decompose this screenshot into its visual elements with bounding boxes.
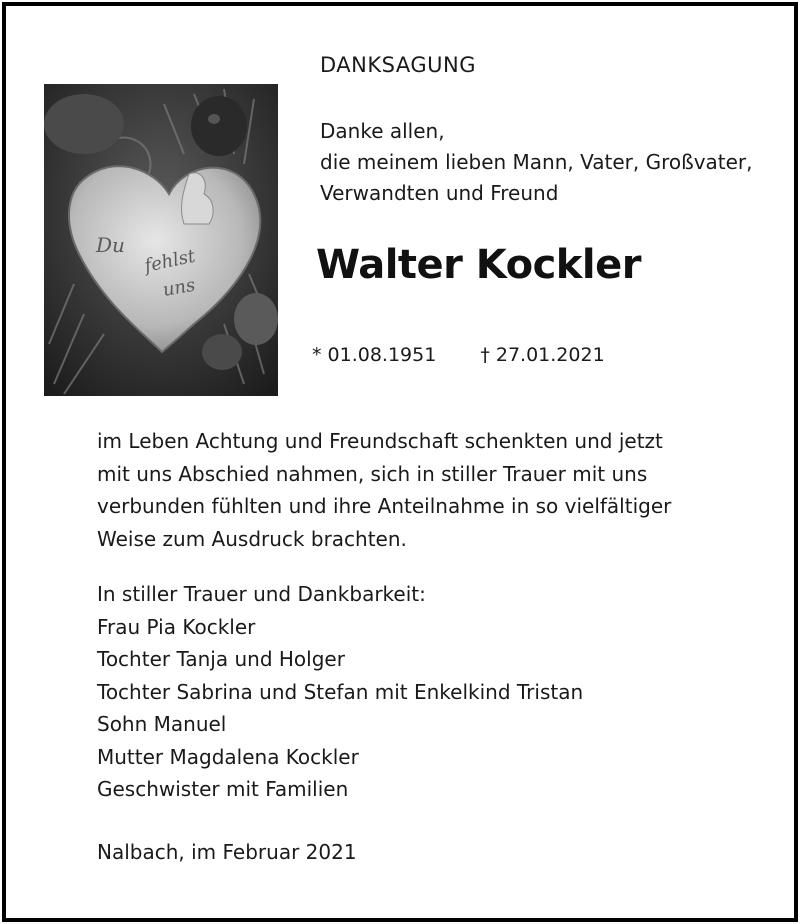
thanks-body bbox=[97, 425, 757, 555]
heart-stone-image bbox=[44, 84, 278, 396]
intro-text bbox=[320, 116, 753, 209]
inscription-du: Du bbox=[96, 233, 125, 257]
intro-line: die meinem lieben Mann, Vater, Großvater, bbox=[320, 150, 753, 174]
mourners-intro: In stiller Trauer und Dankbarkeit: bbox=[97, 582, 426, 606]
notice-heading: DANKSAGUNG bbox=[320, 53, 476, 77]
mourner: Sohn Manuel bbox=[97, 712, 227, 736]
death-date: † 27.01.2021 bbox=[480, 344, 605, 366]
body-line: Weise zum Ausdruck brachten. bbox=[97, 526, 407, 551]
inscription-uns: uns bbox=[161, 274, 197, 301]
body-line: verbunden fühlten und ihre Anteilnahme in so vielfältiger bbox=[97, 494, 672, 518]
body-line: mit uns Abschied nahmen, sich in stiller Trauer mit uns bbox=[97, 461, 648, 486]
inscription-fehlst: fehlst bbox=[142, 245, 198, 277]
life-dates bbox=[312, 344, 605, 366]
birth-date: * 01.08.1951 bbox=[312, 344, 437, 366]
place-and-date: Nalbach, im Februar 2021 bbox=[97, 840, 357, 864]
mourner: Geschwister mit Familien bbox=[97, 777, 349, 801]
memorial-heart-photo bbox=[44, 84, 278, 396]
intro-line: Danke allen, bbox=[320, 119, 445, 143]
deceased-name: Walter Kockler bbox=[316, 242, 641, 288]
mourner: Mutter Magdalena Kockler bbox=[97, 744, 359, 769]
body-line: im Leben Achtung und Freundschaft schenkten und jetzt bbox=[97, 429, 663, 453]
mourner: Tochter Tanja und Holger bbox=[97, 647, 345, 671]
mourner: Frau Pia Kockler bbox=[97, 614, 256, 639]
mourner: Tochter Sabrina und Stefan mit Enkelkind Tristan bbox=[97, 679, 584, 704]
intro-line: Verwandten und Freund bbox=[320, 181, 559, 205]
mourners-list bbox=[97, 578, 583, 806]
